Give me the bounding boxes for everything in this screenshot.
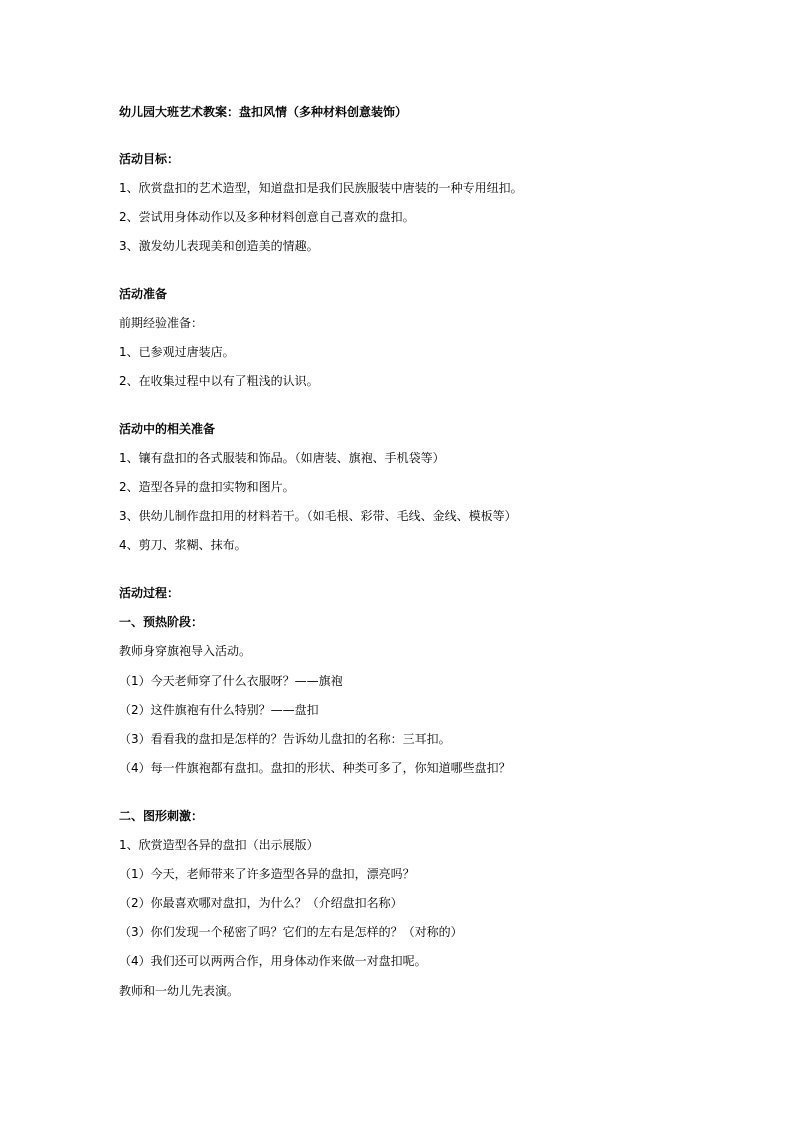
stage1-intro: 教师身穿旗袍导入活动。 xyxy=(119,644,252,658)
goals-heading: 活动目标： xyxy=(119,152,180,166)
related-preparation-item: 1、镶有盘扣的各式服装和饰品。（如唐装、旗袍、手机袋等） xyxy=(119,451,445,465)
related-preparation-item: 4、剪刀、浆糊、抹布。 xyxy=(119,538,247,552)
stage1-item: （2）这件旗袍有什么特别？——盘扣 xyxy=(119,703,319,717)
stage1-heading: 一、预热阶段： xyxy=(119,615,204,629)
document-title: 幼儿园大班艺术教案：盘扣风情（多种材料创意装饰） xyxy=(119,105,408,119)
goal-item: 1、欣赏盘扣的艺术造型，知道盘扣是我们民族服装中唐装的一种专用纽扣。 xyxy=(119,181,523,195)
preparation-item: 1、已参观过唐装店。 xyxy=(119,345,235,359)
preparation-heading: 活动准备 xyxy=(119,287,168,301)
stage2-item: （1）今天，老师带来了许多造型各异的盘扣，漂亮吗？ xyxy=(119,867,415,881)
related-preparation-heading: 活动中的相关准备 xyxy=(119,422,216,436)
process-heading: 活动过程： xyxy=(119,586,180,600)
stage1-item: （1）今天老师穿了什么衣服呀？——旗袍 xyxy=(119,674,343,688)
stage1-item: （3）看看我的盘扣是怎样的？告诉幼儿盘扣的名称：三耳扣。 xyxy=(119,732,451,746)
stage2-item: （2）你最喜欢哪对盘扣，为什么？（介绍盘扣名称） xyxy=(119,896,403,910)
preparation-subheading: 前期经验准备： xyxy=(119,316,204,330)
stage1-item: （4）每一件旗袍都有盘扣。盘扣的形状、种类可多了，你知道哪些盘扣？ xyxy=(119,761,511,775)
stage2-heading: 二、图形刺激： xyxy=(119,809,204,823)
related-preparation-item: 2、造型各异的盘扣实物和图片。 xyxy=(119,480,295,494)
goal-item: 2、尝试用身体动作以及多种材料创意自己喜欢的盘扣。 xyxy=(119,210,415,224)
preparation-item: 2、在收集过程中以有了粗浅的认识。 xyxy=(119,374,319,388)
goal-item: 3、激发幼儿表现美和创造美的情趣。 xyxy=(119,239,319,253)
stage2-item: （3）你们发现一个秘密了吗？它们的左右是怎样的？（对称的） xyxy=(119,925,463,939)
related-preparation-item: 3、供幼儿制作盘扣用的材料若干。（如毛根、彩带、毛线、金线、模板等） xyxy=(119,509,517,523)
stage2-sub: 1、欣赏造型各异的盘扣（出示展版） xyxy=(119,838,319,852)
stage2-closing: 教师和一幼儿先表演。 xyxy=(119,984,240,998)
stage2-item: （4）我们还可以两两合作，用身体动作来做一对盘扣呢。 xyxy=(119,954,427,968)
